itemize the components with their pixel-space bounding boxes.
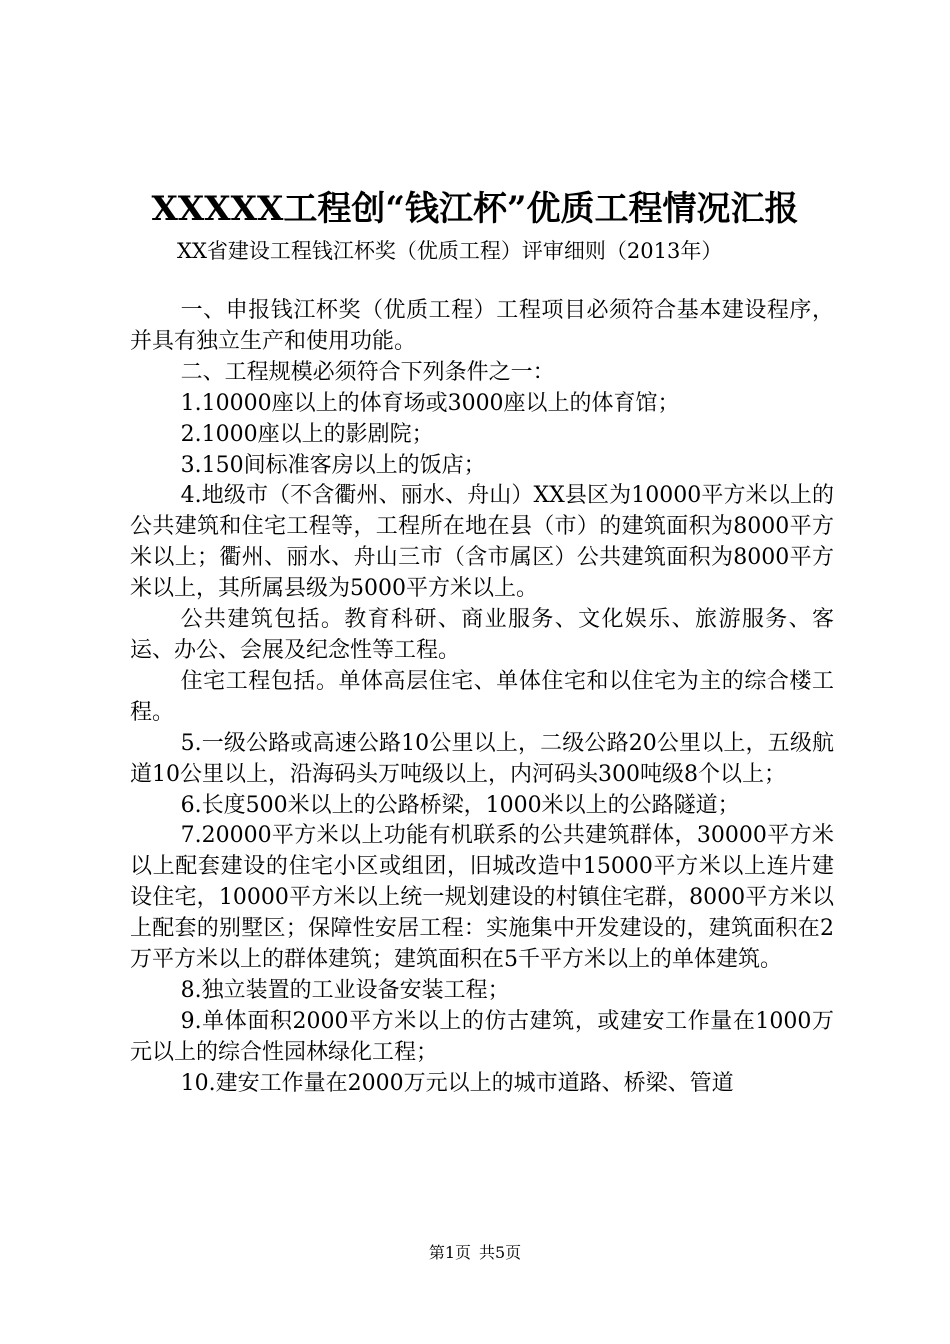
paragraph: 二、工程规模必须符合下列条件之一： xyxy=(180,359,555,385)
paragraph: 公共建筑包括。教育科研、商业服务、文化娱乐、旅游服务、客运、办公、会展及纪念性等工程。 xyxy=(130,607,834,663)
paragraph: 2.1000座以上的影剧院； xyxy=(180,421,434,447)
page-footer xyxy=(0,1242,950,1264)
page-total: 共5页 xyxy=(479,1243,522,1262)
document-body xyxy=(130,296,834,1100)
page-number: 第1页 xyxy=(428,1243,471,1262)
paragraph: 1.10000座以上的体育场或3000座以上的体育馆； xyxy=(180,390,680,416)
paragraph: 8.独立装置的工业设备安装工程； xyxy=(180,977,510,1003)
paragraph: 一、申报钱江杯奖（优质工程）工程项目必须符合基本建设程序，并具有独立生产和使用功能。 xyxy=(130,298,834,354)
document-title: XXXXX工程创“钱江杯”优质工程情况汇报 xyxy=(151,189,799,229)
paragraph: 4.地级市（不含衢州、丽水、舟山）XX县区为10000平方米以上的公共建筑和住宅工程等，工程所在地在县（市）的建筑面积为8000平方米以上；衢州、丽水、舟山三市（含市属区）公共建筑面积为8000平方米以上，其所属县级为5000平方米以上。 xyxy=(130,483,834,602)
paragraph: 住宅工程包括。单体高层住宅、单体住宅和以住宅为主的综合楼工程。 xyxy=(130,668,834,725)
paragraph: 3.150间标准客房以上的饭店； xyxy=(180,452,486,478)
paragraph: 6.长度500米以上的公路桥梁，1000米以上的公路隧道； xyxy=(180,792,740,818)
paragraph: 10.建安工作量在2000万元以上的城市道路、桥梁、管道 xyxy=(180,1070,734,1096)
paragraph: 9.单体面积2000平方米以上的仿古建筑，或建安工作量在1000万元以上的综合性园林绿化工程； xyxy=(130,1008,834,1065)
paragraph: 7.20000平方米以上功能有机联系的公共建筑群体，30000平方米以上配套建设的住宅小区或组团，旧城改造中15000平方米以上连片建设住宅，10000平方米以上统一规划建设的村镇住宅群，8000平方米以上配套的别墅区；保障性安居工程：实施集中开发建设的，建筑面积在2万平方米以上的群体建筑；建筑面积在5千平方米以上的单体建筑。 xyxy=(130,823,834,973)
paragraph: 5.一级公路或高速公路10公里以上，二级公路20公里以上，五级航道10公里以上，沿海码头万吨级以上，内河码头300吨级8个以上； xyxy=(130,730,834,787)
document-subtitle: XX省建设工程钱江杯奖（优质工程）评审细则（2013年） xyxy=(177,239,723,263)
